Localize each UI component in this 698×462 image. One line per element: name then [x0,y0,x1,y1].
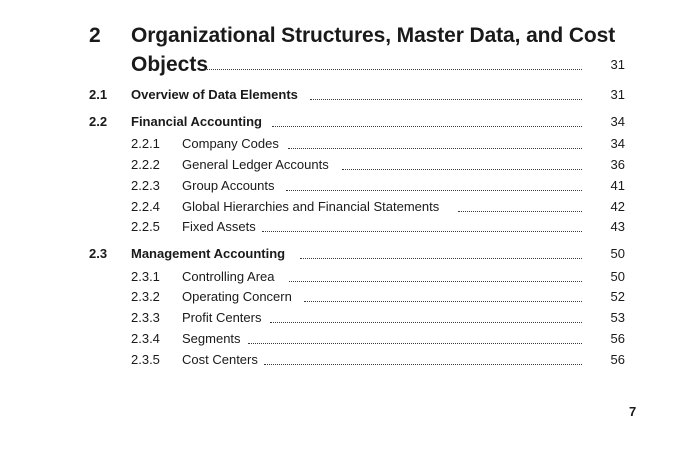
subsection-leader-dots [304,301,582,302]
subsection-number: 2.3.2 [131,289,160,304]
subsection-title: Controlling Area [182,269,275,284]
section-page-number: 50 [610,246,625,261]
subsection-leader-dots [264,364,582,365]
subsection-number: 2.3.1 [131,269,160,284]
subsection-title: Group Accounts [182,178,275,193]
chapter-page-number: 31 [610,57,625,72]
section-leader-dots [310,99,582,100]
subsection-title: General Ledger Accounts [182,157,329,172]
subsection-leader-dots [288,148,582,149]
subsection-number: 2.3.3 [131,310,160,325]
subsection-title: Operating Concern [182,289,292,304]
subsection-leader-dots [248,343,582,344]
subsection-page-number: 43 [610,219,625,234]
subsection-number: 2.2.5 [131,219,160,234]
subsection-page-number: 36 [610,157,625,172]
subsection-number: 2.2.2 [131,157,160,172]
chapter-title-line-1: Organizational Structures, Master Data, and Cost [131,24,616,47]
section-title: Financial Accounting [131,114,262,129]
footer-page-number: 7 [629,404,637,419]
section-leader-dots [300,258,582,259]
subsection-page-number: 53 [610,310,625,325]
subsection-leader-dots [286,190,582,191]
subsection-page-number: 34 [610,136,625,151]
subsection-number: 2.2.3 [131,178,160,193]
subsection-leader-dots [262,231,582,232]
subsection-title: Segments [182,331,241,346]
chapter-leader-dots [207,69,582,70]
section-number: 2.3 [89,246,108,261]
subsection-leader-dots [458,211,582,212]
chapter-title-line-2: Objects [131,53,209,76]
subsection-leader-dots [289,281,582,282]
subsection-title: Company Codes [182,136,279,151]
section-title: Overview of Data Elements [131,87,298,102]
subsection-page-number: 56 [610,352,625,367]
chapter-number: 2 [89,24,101,47]
subsection-leader-dots [342,169,582,170]
subsection-title: Global Hierarchies and Financial Statements [182,199,440,214]
subsection-title: Profit Centers [182,310,262,325]
subsection-number: 2.3.5 [131,352,160,367]
section-page-number: 31 [610,87,625,102]
subsection-title: Cost Centers [182,352,258,367]
subsection-page-number: 50 [610,269,625,284]
section-page-number: 34 [610,114,625,129]
section-leader-dots [272,126,582,127]
subsection-page-number: 56 [610,331,625,346]
section-number: 2.1 [89,87,108,102]
subsection-page-number: 42 [610,199,625,214]
subsection-number: 2.2.1 [131,136,160,151]
subsection-leader-dots [270,322,582,323]
subsection-page-number: 41 [610,178,625,193]
subsection-page-number: 52 [610,289,625,304]
subsection-number: 2.3.4 [131,331,160,346]
subsection-number: 2.2.4 [131,199,160,214]
subsection-title: Fixed Assets [182,219,256,234]
section-number: 2.2 [89,114,108,129]
section-title: Management Accounting [131,246,286,261]
